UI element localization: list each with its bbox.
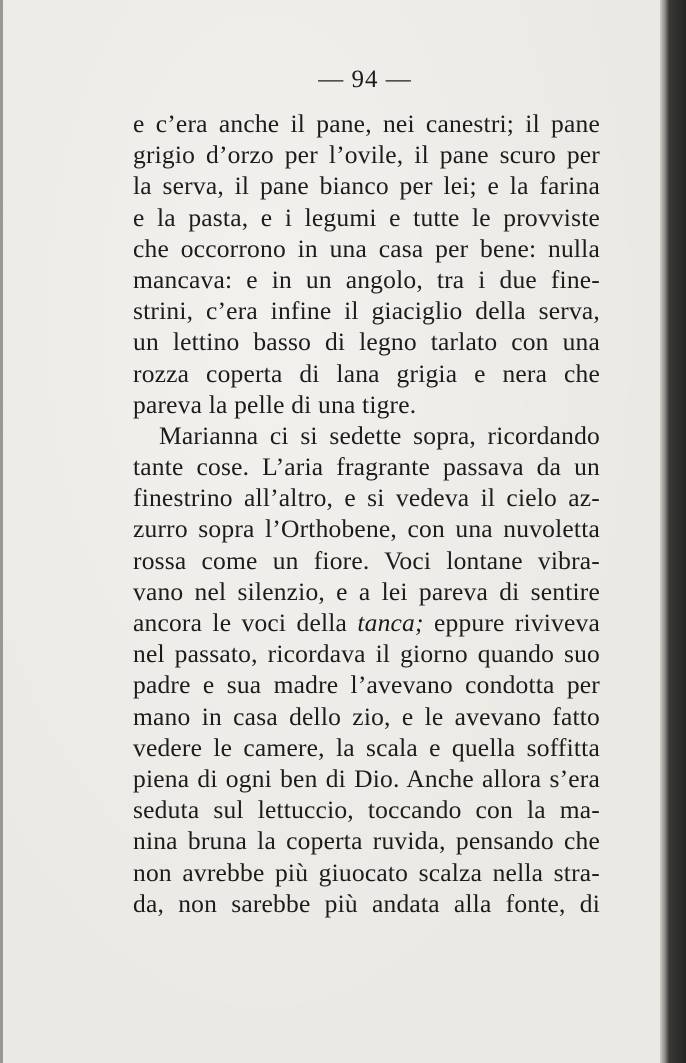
text-line: vedere le camere, la scala e quella soffitta (133, 732, 600, 762)
text-line: seduta sul lettuccio, toccando con la ma- (133, 795, 600, 825)
text-line: e la pasta, e i legumi e tutte le provviste (133, 202, 600, 232)
text-line: mancava: e in un angolo, tra i due fine- (133, 264, 600, 294)
text-line: non avrebbe più giuocato scalza nella stra- (133, 857, 600, 887)
text-line: nina bruna la coperta ruvida, pensando che (133, 826, 600, 856)
text-line-with-italic (133, 607, 600, 638)
text-line: e c’era anche il pane, nei canestri; il pane (133, 109, 600, 138)
text-line: nel passato, ricordava il giorno quando suo (133, 639, 600, 669)
body-text (133, 108, 600, 919)
text-line-paragraph-end: pareva la pelle di una tigre. (133, 389, 417, 419)
text-line: grigio d’orzo per l’ovile, il pane scuro per (133, 140, 600, 170)
text-line-paragraph-start: Marianna ci si sedette sopra, ricordando (159, 420, 600, 450)
text-line: tante cose. L’aria fragrante passava da un (133, 452, 600, 482)
text-line: zurro sopra l’Orthobene, con una nuvoletta (133, 514, 600, 544)
text-line: rozza coperta di lana grigia e nera che (133, 358, 600, 388)
text-line: strini, c’era infine il giaciglio della serva, (133, 296, 600, 326)
text-line: piena di ogni ben di Dio. Anche allora s’era (133, 763, 600, 793)
italic-word-tanca: tanca; (357, 608, 424, 637)
text-line: padre e sua madre l’avevano condotta per (133, 670, 600, 700)
text-line: rossa come un fiore. Voci lontane vibra- (133, 545, 600, 575)
text-segment: ancora le voci della (133, 608, 358, 637)
text-segment: eppure riviveva (423, 608, 600, 637)
text-line: finestrino all’altro, e si vedeva il cielo az- (133, 483, 600, 513)
text-line: che occorrono in una casa per bene: nulla (133, 233, 600, 263)
text-line: la serva, il pane bianco per lei; e la farina (133, 171, 600, 201)
page-number: — 94 — (318, 66, 412, 93)
text-line: un lettino basso di legno tarlato con una (133, 327, 600, 357)
page-left-edge (0, 0, 3, 1063)
text-line: vano nel silenzio, e a lei pareva di sentire (133, 576, 600, 606)
book-spine (660, 0, 686, 1063)
text-line: mano in casa dello zio, e le avevano fatto (133, 701, 600, 731)
text-line: da, non sarebbe più andata alla fonte, di (133, 888, 600, 918)
